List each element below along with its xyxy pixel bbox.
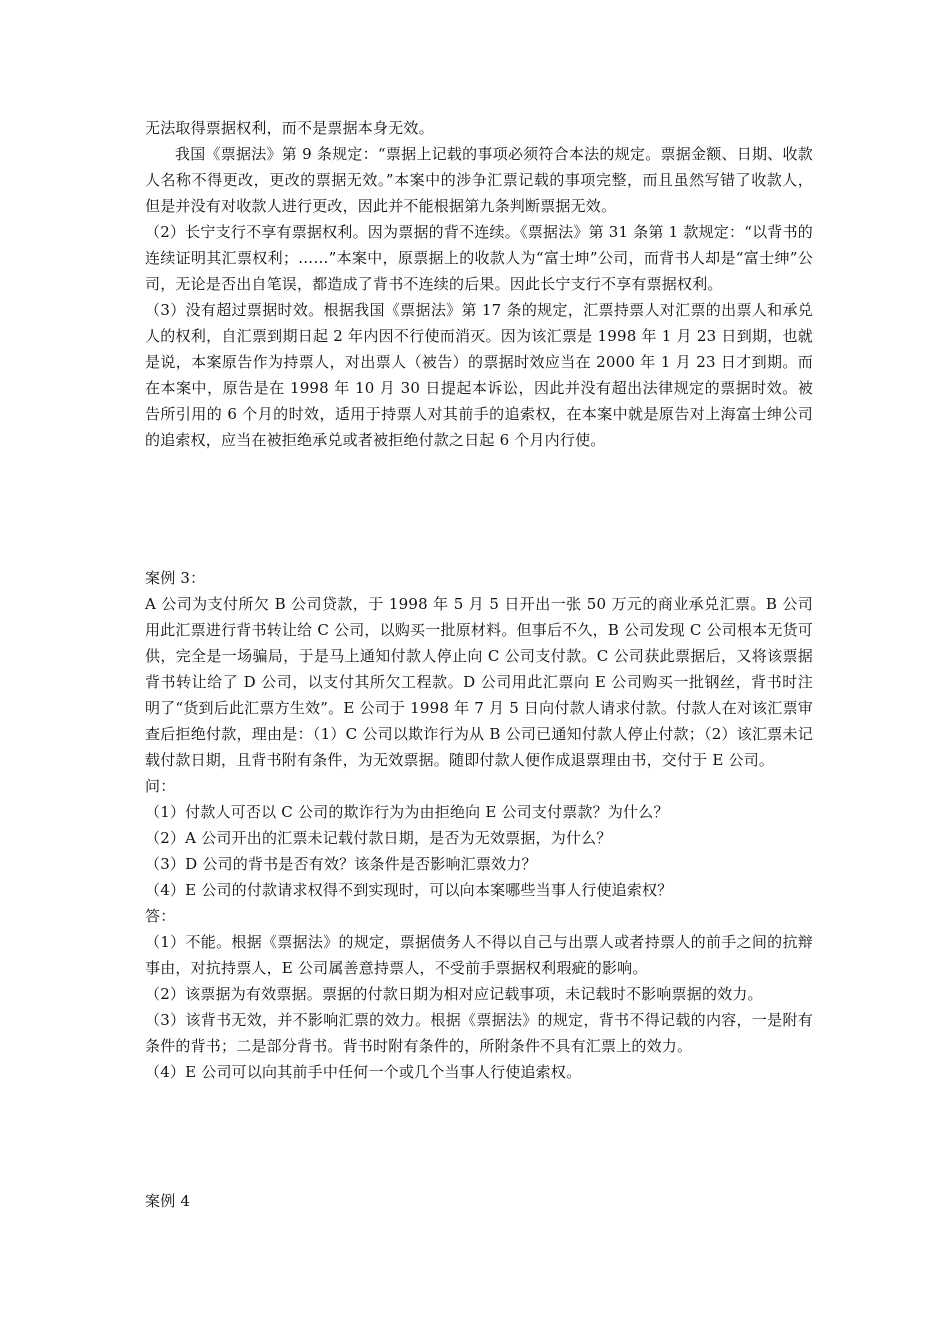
question-item: （4）E 公司的付款请求权得不到实现时，可以向本案哪些当事人行使追索权？ xyxy=(145,881,673,899)
case-3-section xyxy=(145,565,813,1085)
question-item: （2）A 公司开出的汇票未记载付款日期，是否为无效票据，为什么？ xyxy=(145,829,612,847)
answer-item: （2）该票据为有效票据。票据的付款日期为相对应记载事项，未记载时不影响票据的效力。 xyxy=(145,985,763,1003)
question-item: （3）D 公司的背书是否有效？该条件是否影响汇票效力？ xyxy=(145,855,537,873)
answer-item: （3）该背书无效，并不影响汇票的效力。根据《票据法》的规定，背书不得记载的内容，一是附有条件的背书；二是部分背书。背书时附有条件的，所附条件不具有汇票上的效力。 xyxy=(145,1011,813,1055)
answer-label: 答： xyxy=(145,907,176,925)
section-answers-continued xyxy=(145,115,813,453)
question-label: 问： xyxy=(145,777,176,795)
case-facts: A 公司为支付所欠 B 公司贷款，于 1998 年 5 月 5 日开出一张 50 万元的商业承兑汇票。B 公司用此汇票进行背书转让给 C 公司，以购买一批原材料。但事后不久，B 公司发现 C 公司根本无货可供，完全是一场骗局，于是马上通知付款人停止向 C 公司支付款。C 公司获此票据后，又将该票据背书转让给了 D 公司，以支付其所欠工程款。D 公司用此汇票向 E 公司购买一批钢丝，背书时注明了“货到后此汇票方生效”。E 公司于 1998 年 7 月 5 日向付款人请求付款。付款人在对该汇票审查后拒绝付款，理由是：（1）C 公司以欺诈行为从 B 公司已通知付款人停止付款；（2）该汇票未记载付款日期，且背书附有条件，为无效票据。随即付款人便作成退票理由书，交付于 E 公司。 xyxy=(145,595,813,769)
answer-item: （4）E 公司可以向其前手中任何一个或几个当事人行使追索权。 xyxy=(145,1063,582,1081)
question-item: （1）付款人可否以 C 公司的欺诈行为为由拒绝向 E 公司支付票款？为什么？ xyxy=(145,803,669,821)
paragraph: 无法取得票据权利，而不是票据本身无效。 xyxy=(145,119,434,137)
case-heading: 案例 3： xyxy=(145,569,206,587)
case-heading: 案例 4 xyxy=(145,1192,191,1210)
answer-item: （1）不能。根据《票据法》的规定，票据债务人不得以自己与出票人或者持票人的前手之间的抗辩事由，对抗持票人，E 公司属善意持票人，不受前手票据权利瑕疵的影响。 xyxy=(145,933,813,977)
paragraph: （2）长宁支行不享有票据权利。因为票据的背不连续。《票据法》第 31 条第 1 款规定：“以背书的连续证明其汇票权利；……”本案中，原票据上的收款人为“富士坤”公司，而背书人却是“富士绅”公司，无论是否出自笔误，都造成了背书不连续的后果。因此长宁支行不享有票据权利。 xyxy=(145,223,813,293)
paragraph: 我国《票据法》第 9 条规定：“票据上记载的事项必须符合本法的规定。票据金额、日期、收款人名称不得更改，更改的票据无效。”本案中的涉争汇票记载的事项完整，而且虽然写错了收款人，但是并没有对收款人进行更改，因此并不能根据第九条判断票据无效。 xyxy=(145,145,813,215)
paragraph: （3）没有超过票据时效。根据我国《票据法》第 17 条的规定，汇票持票人对汇票的出票人和承兑人的权利，自汇票到期日起 2 年内因不行使而消灭。因为该汇票是 1998 年 1 月 23 日到期，也就是说，本案原告作为持票人，对出票人（被告）的票据时效应当在 2000 年 1 月 23 日才到期。而在本案中，原告是在 1998 年 10 月 30 日提起本诉讼，因此并没有超出法律规定的票据时效。被告所引用的 6 个月的时效，适用于持票人对其前手的追索权，在本案中就是原告对上海富士绅公司的追索权，应当在被拒绝承兑或者被拒绝付款之日起 6 个月内行使。 xyxy=(145,301,813,449)
case-4-section xyxy=(145,1188,813,1214)
